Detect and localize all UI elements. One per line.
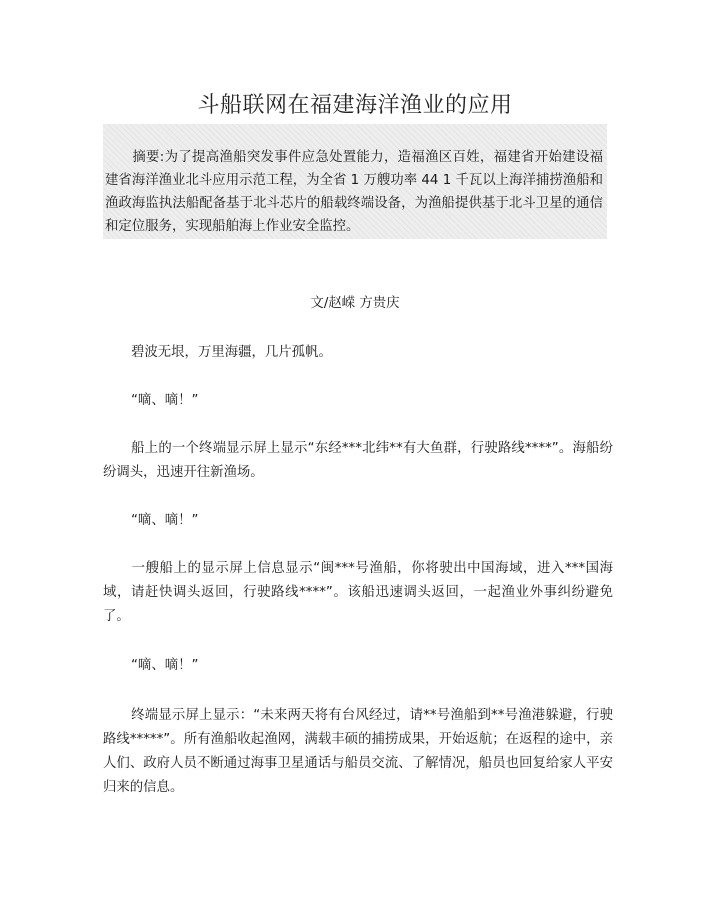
paragraph: “嘀、嘀！” (131, 393, 199, 408)
paragraph: 终端显示屏上显示：“未来两天将有台风经过，请**号渔船到**号渔港躲避，行驶路线*****”。所有渔船收起渔网，满载丰硕的捕捞成果，开始返航；在返程的途中，亲人们、政府人员不断通过海事卫星通话与船员交流、了解情况，船员也回复给家人平安归来的信息。 (103, 708, 613, 795)
paragraph: 船上的一个终端显示屏上显示“东经***北纬**有大鱼群，行驶路线****”。海船纷纷调头，迅速开往新渔场。 (103, 441, 613, 480)
paragraph: 碧波无垠，万里海疆，几片孤帆。 (131, 345, 332, 360)
paragraph: 一艘船上的显示屏上信息显示“闽***号渔船，你将驶出中国海域，进入***国海域，请赶快调头返回，行驶路线****”。该船迅速调头返回，一起渔业外事纠纷避免了。 (103, 561, 613, 624)
page-title: 斗船联网在福建海洋渔业的应用 (197, 93, 513, 118)
abstract-text: 摘要:为了提高渔船突发事件应急处置能力，造福渔区百姓，福建省开始建设福建省海洋渔业北斗应用示范工程，为全省 1 万艘功率 44 1 千瓦以上海洋捕捞渔船和渔政海监执法船配备基于北斗芯片的船载终端设备，为渔船提供基于北斗卫星的通信和定位服务，实现船舶海上作业安全监控。 (105, 150, 603, 234)
abstract-box (103, 124, 607, 239)
author-byline: 文/赵嵘 方贵庆 (310, 296, 400, 311)
paragraph: “嘀、嘀！” (131, 513, 199, 528)
paragraph: “嘀、嘀！” (131, 658, 199, 673)
